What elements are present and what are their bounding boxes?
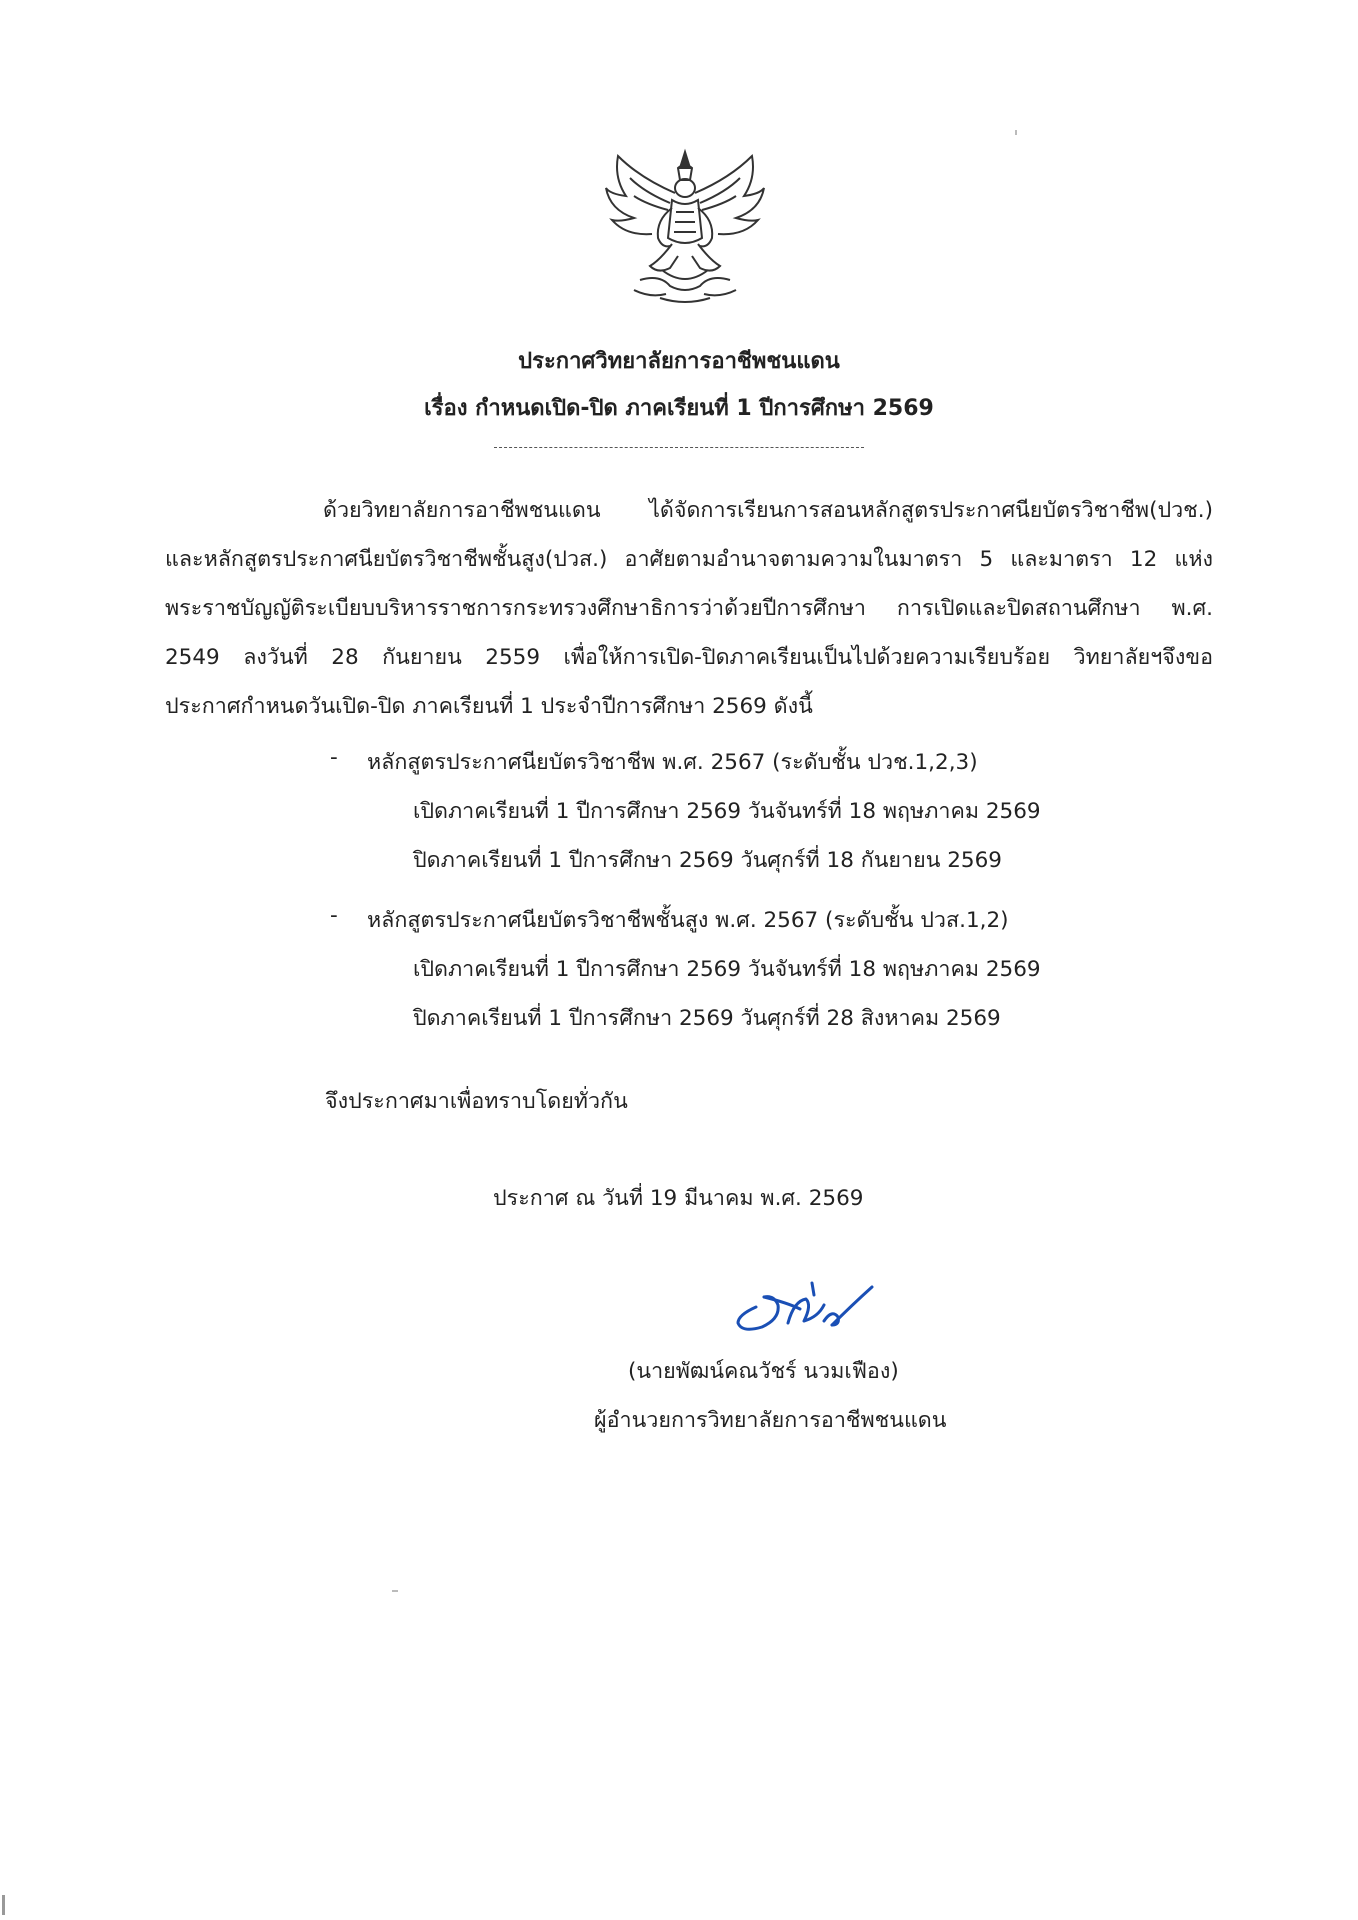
course-name: หลักสูตรประกาศนียบัตรวิชาชีพชั้นสูง พ.ศ. 2567 (ระดับชั้น ปวส.1,2) — [367, 908, 1009, 933]
signatory-position: ผู้อำนวยการวิทยาลัยการอาชีพชนแดน — [594, 1408, 947, 1433]
scan-speck — [2, 1895, 5, 1915]
closing-statement: จึงประกาศมาเพื่อทราบโดยทั่วกัน — [325, 1089, 628, 1114]
course-open-date: เปิดภาคเรียนที่ 1 ปีการศึกษา 2569 วันจันทร์ที่ 18 พฤษภาคม 2569 — [413, 957, 1041, 982]
course-bullet: - — [330, 903, 338, 928]
course-open-date: เปิดภาคเรียนที่ 1 ปีการศึกษา 2569 วันจันทร์ที่ 18 พฤษภาคม 2569 — [413, 799, 1041, 824]
course-close-date: ปิดภาคเรียนที่ 1 ปีการศึกษา 2569 วันศุกร์ที่ 28 สิงหาคม 2569 — [413, 1006, 1001, 1031]
signatory-name: (นายพัฒน์คณวัชร์ นวมเฟือง) — [628, 1359, 899, 1384]
garuda-emblem-icon — [600, 148, 770, 308]
body-line: พระราชบัญญัติระเบียบบริหารราชการกระทรวงศึกษาธิการว่าด้วยปีการศึกษา การเปิดและปิดสถานศึกษา พ.ศ. — [165, 596, 1213, 621]
body-line: และหลักสูตรประกาศนียบัตรวิชาชีพชั้นสูง(ปวส.) อาศัยตามอำนาจตามความในมาตรา 5 และมาตรา 12 แห่ง — [165, 547, 1213, 572]
scan-speck — [392, 1590, 398, 1592]
body-line: ประกาศกำหนดวันเปิด-ปิด ภาคเรียนที่ 1 ประจำปีการศึกษา 2569 ดังนี้ — [165, 694, 813, 719]
body-line: ด้วยวิทยาลัยการอาชีพชนแดน ได้จัดการเรียนการสอนหลักสูตรประกาศนียบัตรวิชาชีพ(ปวช.) — [323, 498, 1213, 523]
course-close-date: ปิดภาคเรียนที่ 1 ปีการศึกษา 2569 วันศุกร์ที่ 18 กันยายน 2569 — [413, 848, 1002, 873]
course-name: หลักสูตรประกาศนียบัตรวิชาชีพ พ.ศ. 2567 (ระดับชั้น ปวช.1,2,3) — [367, 750, 978, 775]
announcement-date: ประกาศ ณ วันที่ 19 มีนาคม พ.ศ. 2569 — [493, 1186, 864, 1211]
body-paragraph — [165, 486, 1213, 731]
handwritten-signature — [728, 1265, 878, 1340]
body-line: 2549 ลงวันที่ 28 กันยายน 2559 เพื่อให้การเปิด-ปิดภาคเรียนเป็นไปด้วยความเรียบร้อย วิทยาลัยฯจึงขอ — [165, 645, 1213, 670]
title-divider — [494, 447, 864, 448]
document-title: ประกาศวิทยาลัยการอาชีพชนแดน — [518, 349, 840, 374]
scan-speck — [1015, 130, 1017, 135]
course-bullet: - — [330, 745, 338, 770]
document-subject: เรื่อง กำหนดเปิด-ปิด ภาคเรียนที่ 1 ปีการศึกษา 2569 — [424, 396, 934, 421]
